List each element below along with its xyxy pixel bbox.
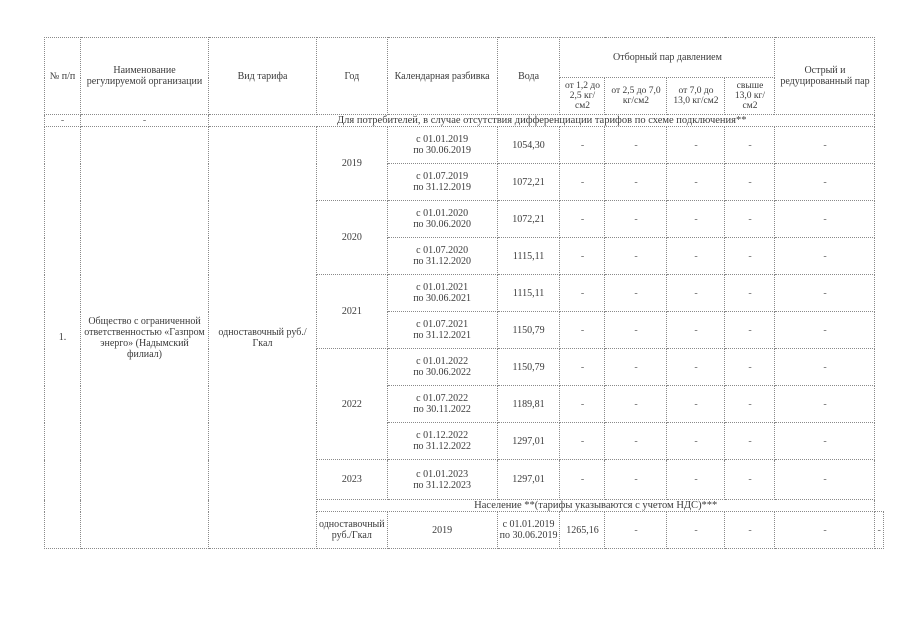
dash-cell: - bbox=[775, 512, 875, 549]
period-cell: с 01.07.2021 по 31.12.2021 bbox=[387, 312, 497, 349]
period-cell: с 01.01.2019 по 30.06.2019 bbox=[387, 127, 497, 164]
year-cell: 2020 bbox=[317, 201, 388, 275]
dash-cell: - bbox=[560, 423, 605, 460]
tariff-type: одноставочный руб./Гкал bbox=[209, 127, 317, 549]
dash-cell: - bbox=[775, 201, 875, 238]
period-cell: с 01.01.2019 по 30.06.2019 bbox=[497, 512, 560, 549]
water-value: 1072,21 bbox=[497, 201, 560, 238]
header-steam: Отборный пар давлением bbox=[560, 38, 775, 78]
dash-cell: - bbox=[725, 512, 775, 549]
year-cell: 2019 bbox=[387, 512, 497, 549]
header-year: Год bbox=[317, 38, 388, 115]
dash-cell: - bbox=[775, 460, 875, 500]
water-value: 1150,79 bbox=[497, 349, 560, 386]
header-pressure-1: от 1,2 до 2,5 кг/см2 bbox=[560, 78, 605, 115]
dash-cell: - bbox=[725, 423, 775, 460]
dash-cell: - bbox=[775, 275, 875, 312]
dash-cell: - bbox=[667, 238, 725, 275]
water-value: 1115,11 bbox=[497, 238, 560, 275]
note-row bbox=[45, 115, 884, 127]
year-cell: 2019 bbox=[317, 127, 388, 201]
dash-cell: - bbox=[725, 386, 775, 423]
period-cell: с 01.07.2019 по 31.12.2019 bbox=[387, 164, 497, 201]
table-row bbox=[45, 127, 884, 164]
header-pressure-2: от 2,5 до 7,0 кг/см2 bbox=[605, 78, 667, 115]
dash-cell: - bbox=[775, 127, 875, 164]
dash-cell: - bbox=[81, 115, 209, 127]
dash-cell: - bbox=[605, 275, 667, 312]
tariff-type: одноставочный руб./Гкал bbox=[317, 512, 388, 549]
dash-cell: - bbox=[775, 312, 875, 349]
dash-cell: - bbox=[605, 349, 667, 386]
dash-cell: - bbox=[725, 238, 775, 275]
dash-cell: - bbox=[725, 349, 775, 386]
dash-cell: - bbox=[775, 386, 875, 423]
dash-cell: - bbox=[605, 423, 667, 460]
header-water: Вода bbox=[497, 38, 560, 115]
year-cell: 2021 bbox=[317, 275, 388, 349]
dash-cell: - bbox=[605, 386, 667, 423]
dash-cell: - bbox=[875, 512, 883, 549]
dash-cell: - bbox=[560, 127, 605, 164]
dash-cell: - bbox=[775, 349, 875, 386]
dash-cell: - bbox=[725, 460, 775, 500]
organization-name: Общество с ограниченной ответственностью «Газпром энерго» (Надымский филиал) bbox=[81, 127, 209, 549]
dash-cell: - bbox=[667, 275, 725, 312]
dash-cell: - bbox=[667, 386, 725, 423]
period-cell: с 01.07.2020 по 31.12.2020 bbox=[387, 238, 497, 275]
water-value: 1297,01 bbox=[497, 460, 560, 500]
dash-cell: - bbox=[560, 312, 605, 349]
header-pressure-4: свыше 13,0 кг/см2 bbox=[725, 78, 775, 115]
dash-cell: - bbox=[560, 164, 605, 201]
tariff-document bbox=[44, 37, 884, 549]
year-cell: 2022 bbox=[317, 349, 388, 460]
dash-cell: - bbox=[560, 386, 605, 423]
dash-cell: - bbox=[605, 201, 667, 238]
tariff-table bbox=[44, 37, 884, 549]
period-cell: с 01.01.2023 по 31.12.2023 bbox=[387, 460, 497, 500]
period-cell: с 01.01.2022 по 30.06.2022 bbox=[387, 349, 497, 386]
note-population: Население **(тарифы указываются с учетом НДС)*** bbox=[317, 500, 875, 512]
dash-cell: - bbox=[560, 275, 605, 312]
dash-cell: - bbox=[667, 423, 725, 460]
dash-cell: - bbox=[605, 312, 667, 349]
header-organization: Наименование регулируемой организации bbox=[81, 38, 209, 115]
water-value: 1150,79 bbox=[497, 312, 560, 349]
dash-cell: - bbox=[725, 275, 775, 312]
water-value: 1115,11 bbox=[497, 275, 560, 312]
dash-cell: - bbox=[667, 201, 725, 238]
header-period: Календарная разбивка bbox=[387, 38, 497, 115]
dash-cell: - bbox=[605, 238, 667, 275]
dash-cell: - bbox=[560, 349, 605, 386]
dash-cell: - bbox=[605, 460, 667, 500]
dash-cell: - bbox=[560, 460, 605, 500]
header-num: № п/п bbox=[45, 38, 81, 115]
dash-cell: - bbox=[725, 312, 775, 349]
dash-cell: - bbox=[775, 423, 875, 460]
dash-cell: - bbox=[605, 512, 667, 549]
header-tariff-type: Вид тарифа bbox=[209, 38, 317, 115]
water-value: 1265,16 bbox=[560, 512, 605, 549]
note-consumers: Для потребителей, в случае отсутствия дифференциации тарифов по схеме подключения** bbox=[209, 115, 875, 127]
water-value: 1189,81 bbox=[497, 386, 560, 423]
period-cell: с 01.12.2022 по 31.12.2022 bbox=[387, 423, 497, 460]
dash-cell: - bbox=[45, 115, 81, 127]
dash-cell: - bbox=[725, 164, 775, 201]
header-pressure-3: от 7,0 до 13,0 кг/см2 bbox=[667, 78, 725, 115]
row-number: 1. bbox=[45, 127, 81, 549]
dash-cell: - bbox=[725, 201, 775, 238]
dash-cell: - bbox=[775, 164, 875, 201]
dash-cell: - bbox=[605, 164, 667, 201]
dash-cell: - bbox=[667, 349, 725, 386]
dash-cell: - bbox=[605, 127, 667, 164]
dash-cell: - bbox=[667, 512, 725, 549]
year-cell: 2023 bbox=[317, 460, 388, 500]
dash-cell: - bbox=[667, 312, 725, 349]
period-cell: с 01.07.2022 по 30.11.2022 bbox=[387, 386, 497, 423]
dash-cell: - bbox=[667, 164, 725, 201]
dash-cell: - bbox=[560, 238, 605, 275]
water-value: 1297,01 bbox=[497, 423, 560, 460]
period-cell: с 01.01.2021 по 30.06.2021 bbox=[387, 275, 497, 312]
header-row bbox=[45, 38, 884, 78]
dash-cell: - bbox=[775, 238, 875, 275]
dash-cell: - bbox=[667, 460, 725, 500]
water-value: 1054,30 bbox=[497, 127, 560, 164]
header-sharp-steam: Острый и редуцированный пар bbox=[775, 38, 875, 115]
dash-cell: - bbox=[560, 201, 605, 238]
period-cell: с 01.01.2020 по 30.06.2020 bbox=[387, 201, 497, 238]
water-value: 1072,21 bbox=[497, 164, 560, 201]
dash-cell: - bbox=[667, 127, 725, 164]
dash-cell: - bbox=[725, 127, 775, 164]
